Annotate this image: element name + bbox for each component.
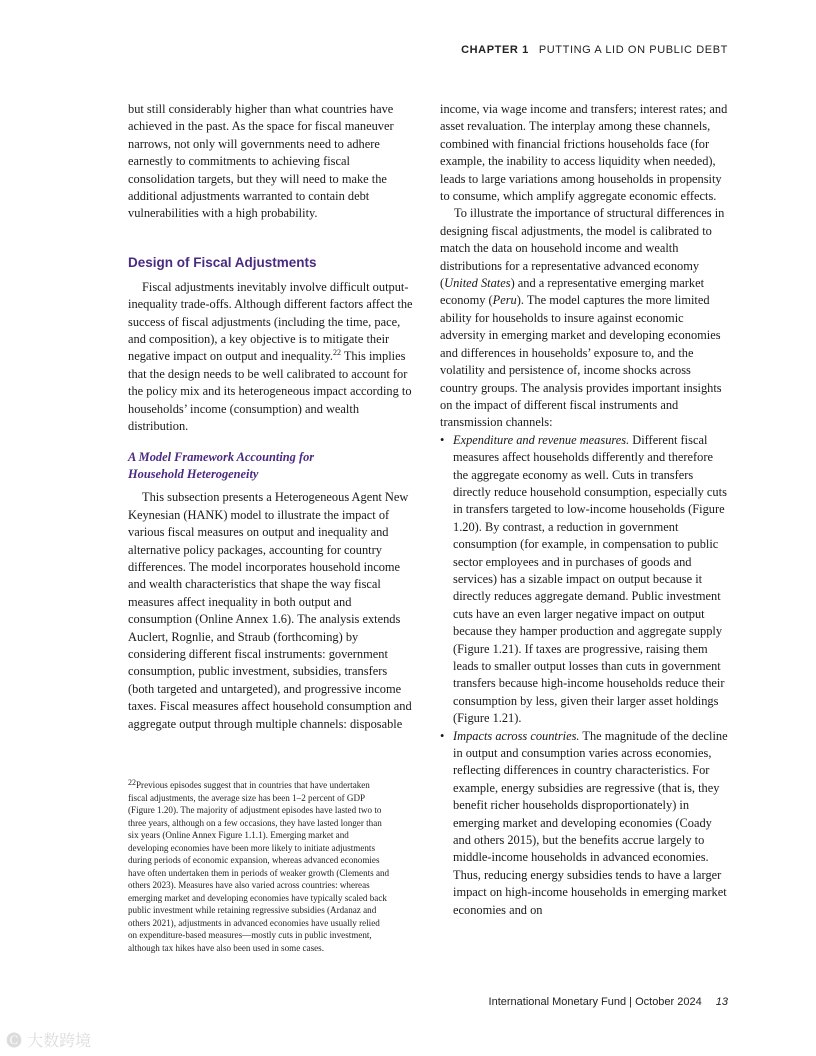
- bullet-text: The magnitude of the decline in output and consumption varies across economies, reflecting differences in country characteristics. For example, energy subsidies are regressive (that is, they benefit richer households disproportionately) in emerging market and developing economies (Coady and others 2015), but the benefits accrue largely to middle-income households in advanced economies. Thus, reducing energy subsidies tends to have a larger impact on high-income households in emerging market economies and on: [453, 728, 728, 917]
- design-paragraph-text-a: Fiscal adjustments inevitably involve difficult output-inequality trade-offs. Although different factors affect the success of fiscal adjustments (including the time, pace, and composition), a key objective is to mitigate their negative impact on output and inequality.: [128, 279, 413, 364]
- country-united-states: United States: [444, 276, 511, 291]
- right-column: [440, 101, 728, 919]
- design-paragraph-text-b: This implies that the design needs to be well calibrated to account for the policy mix and its heterogeneous impact according to households’ income (consumption) and wealth distribution.: [128, 349, 412, 434]
- model-paragraph: This subsection presents a Heterogeneous Agent New Keynesian (HANK) model to illustrate the impact of various fiscal measures on output and inequality and alternative policy packages, accounting for country differences. The model incorporates household income and wealth characteristics that shape the way fiscal measures affect inequality in both output and consumption (Online Annex 1.6). The analysis extends Auclert, Rognlie, and Straub (forthcoming) by considering different fiscal instruments: government consumption, public investment, subsidies, transfers (both targeted and untargeted), and progressive income taxes. Fiscal measures affect household consumption and aggregate output through multiple channels: disposable: [128, 490, 412, 731]
- footnote-reference[interactable]: 22: [332, 348, 341, 358]
- bullet-icon: •: [440, 728, 445, 743]
- page-number: 13: [715, 996, 728, 1008]
- calibration-text-b: ) and a representative emerging market economy (: [440, 276, 705, 308]
- publisher-line: International Monetary Fund | October 2024: [488, 996, 702, 1008]
- country-peru: Peru: [492, 293, 517, 308]
- subsection-heading-line2: Household Heterogeneity: [128, 466, 259, 481]
- subsection-heading: [128, 449, 416, 484]
- section-heading: Design of Fiscal Adjustments: [128, 254, 317, 270]
- running-header: [461, 44, 728, 56]
- footnote-number: 22: [128, 778, 136, 787]
- bullet-lead: Impacts across countries.: [453, 728, 580, 743]
- subsection-heading-line1: A Model Framework Accounting for: [128, 449, 315, 464]
- bullet-lead: Expenditure and revenue measures.: [453, 432, 630, 447]
- bullet-icon: •: [440, 432, 445, 447]
- channels-paragraph: income, via wage income and transfers; interest rates; and asset revaluation. The interplay among these channels, combined with financial frictions households face (for example, the inability to access liquidity when needed), leads to large variations among households in propensity to consume, which amplify aggregate economic effects.: [440, 102, 728, 204]
- calibration-paragraph: [440, 205, 728, 431]
- page-footer: [489, 996, 728, 1008]
- footnote: [128, 779, 390, 954]
- left-column: [128, 101, 416, 733]
- footnote-text: Previous episodes suggest that in countries that have undertaken fiscal adjustments, the average size has been 1–2 percent of GDP (Figure 1.20). The majority of adjustment episodes have lasted two to three years, although on a few occasions, they have lasted longer than six years (Online Annex Figure 1.1.1). Emerging market and developing economies have been more likely to initiate adjustments during periods of economic expansion, whereas advanced economies have often undertaken them in periods of weaker growth (Clements and others 2023). Measures have also varied across countries: whereas emerging market and developing economies have typically scaled back public investment while retaining regressive subsidies (Ardanaz and others 2021), adjustments in advanced economies have usually relied on expenditure-based measures—mostly cuts in public investment, although tax hikes have also been used in some cases.: [128, 780, 390, 953]
- intro-paragraph: but still considerably higher than what countries have achieved in the past. As the space for fiscal maneuver narrows, not only will governments need to adhere earnestly to commitments to achieving fiscal consolidation targets, but they will need to make the additional adjustments warranted to contain debt vulnerabilities with a high probability.: [128, 102, 394, 221]
- calibration-text-c: ). The model captures the more limited ability for households to insure against economic adversity in emerging market and developing economies and differences in households’ exposure to, and the volatility and persistence of, income shocks across country groups. The analysis provides important insights on the impact of different fiscal instruments and transmission channels:: [440, 293, 722, 430]
- design-paragraph: [128, 279, 416, 436]
- list-item: [440, 728, 728, 919]
- calibration-text-a: To illustrate the importance of structural differences in designing fiscal adjustments, the model is calibrated to match the data on household income and wealth distributions for a representative advanced economy (: [440, 206, 725, 291]
- list-item: [440, 432, 728, 728]
- chapter-title: PUTTING A LID ON PUBLIC DEBT: [538, 44, 728, 56]
- bullet-text: Different fiscal measures affect households differently and therefore the aggregate economy as well. Cuts in transfers directly reduce household consumption, especially cuts in transfers targeted to low-income households (Figure 1.20). By contrast, a reduction in government consumption (for example, in compensation to public sector employees and in purchases of goods and services) has a sizable impact on output because it directly reduces aggregate demand. Public investment cuts have an even larger negative impact on output because they hamper production and aggregate supply (Figure 1.21). If taxes are progressive, raising them leads to smaller output losses than cuts in government transfers because high-income households reduce their consumption by less, given their larger asset holdings (Figure 1.21).: [453, 432, 727, 726]
- chapter-label: CHAPTER 1: [461, 44, 529, 56]
- watermark: 🅒 大数跨境: [6, 1031, 92, 1050]
- insights-list: [440, 432, 728, 919]
